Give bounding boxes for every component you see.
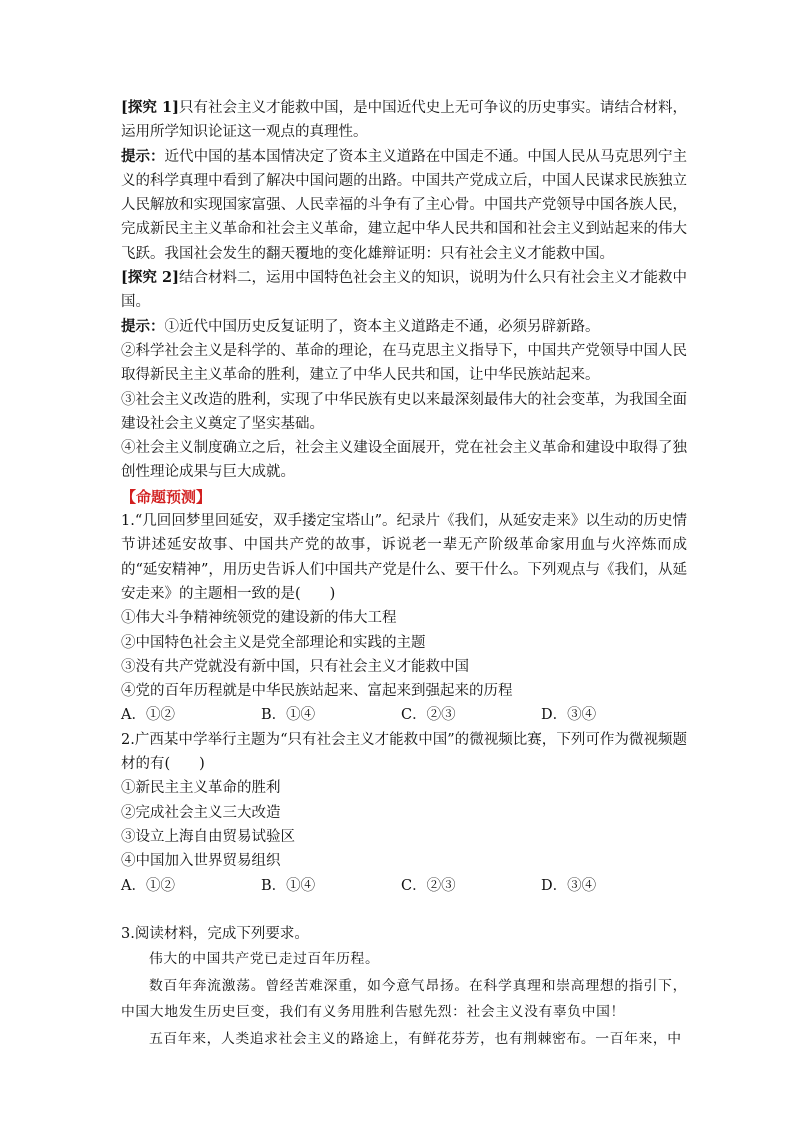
- explore1-hint-label: 提示：: [121, 147, 165, 165]
- q1-item-4: ④党的百年历程就是中华民族站起来、富起来到强起来的历程: [121, 683, 513, 700]
- q2-item-2: ②完成社会主义三大改造: [121, 804, 281, 821]
- q3-material-3: 五百年来，人类追求社会主义的路途上，有鲜花芬芳，也有荆棘密布。一百年来，中: [149, 1030, 682, 1047]
- q2-item-1: ①新民主主义革命的胜利: [121, 780, 281, 797]
- explore2-hint-label: 提示：: [121, 317, 165, 335]
- q1-stem: 1.“几回回梦里回延安，双手搂定宝塔山”。纪录片《我们，从延安走来》以生动的历史情节讲述延安故事、中国共产党的故事，诉说老一辈无产阶级革命家用血与火淬炼而成的“延安精神”，用历史告诉人们中国共产党是什么、要干什么。下列观点与《我们，从延安走来》的主题相一致的是( ): [121, 513, 687, 602]
- explore2-point-1: ①近代中国历史反复证明了，资本主义道路走不通，必须另辟新路。: [164, 318, 600, 335]
- document-page: [121, 96, 687, 1052]
- q1-option-d: D．③④: [541, 707, 597, 724]
- q3-material-2: 数百年奔流激荡。曾经苦难深重，如今意气昂扬。在科学真理和崇高理想的指引下，中国大地发生历史巨变，我们有义务用胜利告慰先烈：社会主义没有辜负中国！: [121, 977, 687, 1021]
- q2-option-d: D．③④: [541, 877, 597, 894]
- q2-option-a: A．①②: [121, 877, 175, 894]
- explore2-question-text: 结合材料二，运用中国特色社会主义的知识，说明为什么只有社会主义才能救中国。: [121, 270, 688, 311]
- q3-stem: 3.阅读材料，完成下列要求。: [121, 925, 309, 942]
- explore2-question: [121, 266, 687, 315]
- explore2-point-3: ③社会主义改造的胜利，实现了中华民族有史以来最深刻最伟大的社会变革，为我国全面建设社会主义奠定了坚实基础。: [121, 391, 687, 432]
- explore2-point-2: ②科学社会主义是科学的、革命的理论，在马克思主义指导下，中国共产党领导中国人民取得新民主主义革命的胜利，建立了中华人民共和国，让中华民族站起来。: [121, 342, 687, 384]
- q1-option-b: B．①④: [261, 707, 316, 724]
- section-title: 【命题预测】: [121, 487, 212, 506]
- q1-options: [121, 703, 687, 727]
- q2-option-c: C．②③: [401, 877, 456, 894]
- q2-item-3: ③设立上海自由贸易试验区: [121, 828, 295, 845]
- explore1-tag: [探究 1]: [121, 99, 179, 116]
- q1-option-a: A．①②: [121, 707, 175, 724]
- q1-option-c: C．②③: [401, 707, 456, 724]
- q2-item-4: ④中国加入世界贸易组织: [121, 853, 281, 870]
- spacer: [121, 898, 687, 922]
- q2-options: [121, 874, 687, 898]
- q1-item-2: ②中国特色社会主义是党全部理论和实践的主题: [121, 634, 426, 651]
- q2-option-b: B．①④: [261, 877, 316, 894]
- explore2-hint-line: [121, 315, 687, 339]
- explore2-point-4: ④社会主义制度确立之后，社会主义建设全面展开，党在社会主义革命和建设中取得了独创性理论成果与巨大成就。: [121, 440, 687, 481]
- explore1-hint: [121, 145, 687, 266]
- q1-item-3: ③没有共产党就没有新中国，只有社会主义才能救中国: [121, 658, 469, 675]
- explore1-question-text: 只有社会主义才能救中国，是中国近代史上无可争议的历史事实。请结合材料，运用所学知识论证这一观点的真理性。: [121, 100, 688, 141]
- q3-material-1: 伟大的中国共产党已走过百年历程。: [149, 951, 380, 968]
- q2-stem: 2.广西某中学举行主题为“只有社会主义才能救中国”的微视频比赛，下列可作为微视频题材的有( ): [121, 731, 687, 773]
- explore1-question: [121, 96, 687, 145]
- explore1-hint-text: 近代中国的基本国情决定了资本主义道路在中国走不通。中国人民从马克思列宁主义的科学真理中看到了解决中国问题的出路。中国共产党成立后，中国人民谋求民族独立人民解放和实现国家富强、人民幸福的斗争有了主心骨。中国共产党领导中国各族人民，完成新民主主义革命和社会主义革命，建立起中华人民共和国和社会主义到站起来的伟大飞跃。我国社会发生的翻天覆地的变化雄辩证明：只有社会主义才能救中国。: [121, 148, 688, 262]
- explore2-tag: [探究 2]: [121, 269, 179, 287]
- q1-item-1: ①伟大斗争精神统领党的建设新的伟大工程: [121, 610, 397, 627]
